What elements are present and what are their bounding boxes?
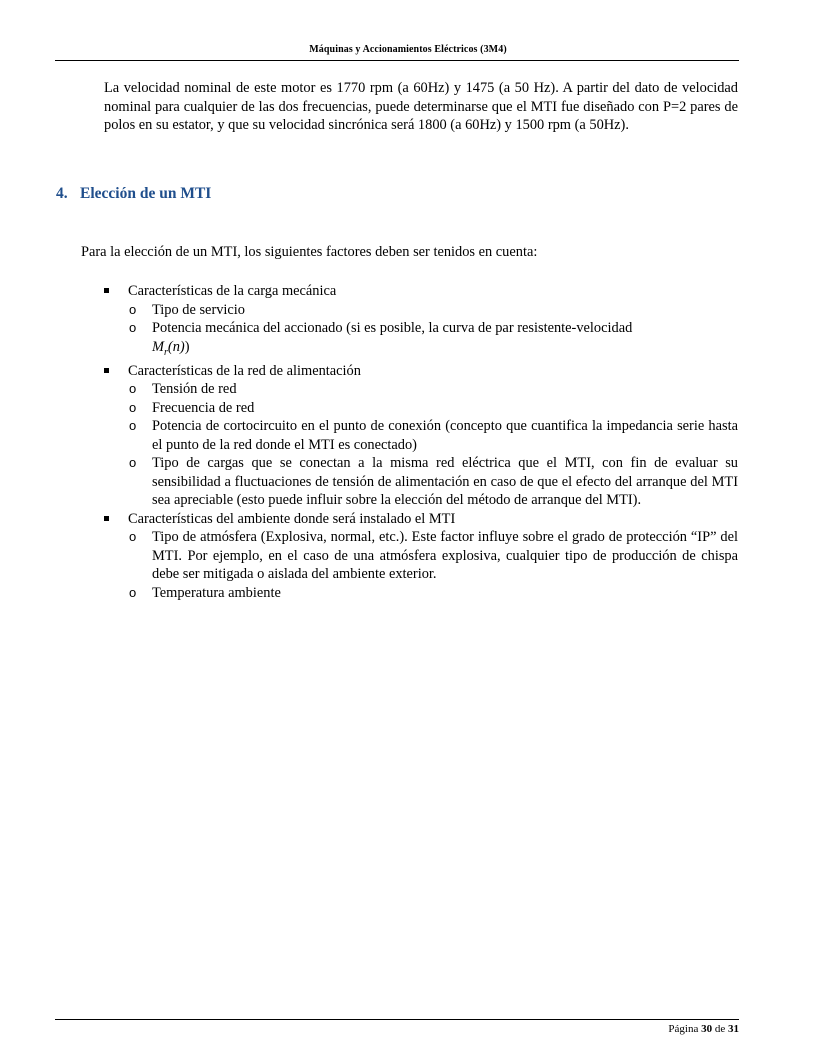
page-footer bbox=[668, 1023, 739, 1035]
sub-item-text: Potencia mecánica del accionado (si es posible, la curva de par resistente-velocidad bbox=[152, 320, 633, 336]
sub-item-text: Tipo de cargas que se conectan a la misma red eléctrica que el MTI, con fin de evaluar su sensibilidad a fluctuaciones de tensión de alimentación en caso de que el efecto del arranque del MTI sea apreciable (esto puede influir sobre la elección del método de arranque del MTI). bbox=[152, 455, 738, 509]
intro-paragraph: La velocidad nominal de este motor es 1770 rpm (a 60Hz) y 1475 (a 50 Hz). A partir del dato de velocidad nominal para cualquier de las dos frecuencias, puede determinarse que el MTI fue diseñado con P=2 pares de polos en su estator, y que su velocidad sincrónica será 1800 (a 60Hz) y 1500 rpm (a 50Hz). bbox=[104, 80, 738, 133]
sub-list-item bbox=[104, 584, 738, 603]
circle-bullet-icon: o bbox=[129, 399, 137, 415]
formula-mr-n bbox=[152, 338, 185, 358]
sub-item-text: Tipo de servicio bbox=[152, 301, 246, 318]
sub-list bbox=[104, 301, 738, 362]
factor-list bbox=[104, 282, 738, 602]
list-item bbox=[104, 282, 738, 301]
list-item bbox=[104, 362, 738, 381]
sub-list-item bbox=[104, 399, 738, 418]
page-word: Página bbox=[668, 1023, 699, 1035]
formula-argument: (n) bbox=[167, 338, 185, 355]
square-bullet-icon bbox=[104, 288, 109, 293]
list-item bbox=[104, 510, 738, 529]
section-title: Elección de un MTI bbox=[80, 185, 212, 202]
sub-list bbox=[104, 380, 738, 510]
of-word: de bbox=[714, 1023, 726, 1035]
section-number: 4. bbox=[56, 185, 68, 202]
formula-base: M bbox=[152, 338, 164, 355]
circle-bullet-icon: o bbox=[129, 301, 137, 317]
formula-close: ) bbox=[184, 338, 190, 355]
circle-bullet-icon: o bbox=[129, 529, 137, 545]
footer-divider bbox=[55, 1019, 739, 1020]
circle-bullet-icon: o bbox=[129, 455, 137, 471]
page-header-title: Máquinas y Accionamientos Eléctricos (3M4) bbox=[309, 44, 507, 55]
sub-item-text: Potencia de cortocircuito en el punto de conexión (concepto que cuantifica la impedancia serie hasta el punto de la red donde el MTI es conectado) bbox=[152, 418, 738, 453]
sub-list-item bbox=[104, 454, 738, 510]
formula-subscript: r bbox=[164, 346, 168, 358]
circle-bullet-icon: o bbox=[129, 381, 137, 397]
section-lead: Para la elección de un MTI, los siguientes factores deben ser tenidos en cuenta: bbox=[81, 244, 538, 260]
circle-bullet-icon: o bbox=[129, 320, 137, 335]
sub-list-item bbox=[104, 301, 738, 320]
sub-item-text: Tipo de atmósfera (Explosiva, normal, etc.). Este factor influye sobre el grado de protección “IP” del MTI. Por ejemplo, en el caso de una atmósfera explosiva, cualquier tipo de producción de chispa debe ser mitigada o aislada del ambiente exterior. bbox=[152, 529, 738, 583]
sub-item-text: Tensión de red bbox=[152, 381, 237, 398]
sub-list-item bbox=[104, 417, 738, 454]
bullet-label: Características de la red de alimentación bbox=[128, 362, 361, 379]
sub-item-text: Temperatura ambiente bbox=[152, 584, 281, 601]
bullet-label: Características de la carga mecánica bbox=[128, 283, 337, 299]
sub-list-item bbox=[104, 319, 738, 362]
section-heading bbox=[56, 185, 211, 203]
sub-list-item bbox=[104, 380, 738, 399]
page-total: 31 bbox=[728, 1023, 739, 1035]
circle-bullet-icon: o bbox=[129, 418, 137, 434]
page-current: 30 bbox=[701, 1023, 713, 1035]
circle-bullet-icon: o bbox=[129, 584, 137, 600]
sub-item-text: Frecuencia de red bbox=[152, 399, 255, 416]
bullet-label: Características del ambiente donde será instalado el MTI bbox=[128, 510, 456, 527]
sub-list bbox=[104, 528, 738, 602]
square-bullet-icon bbox=[104, 516, 109, 521]
square-bullet-icon bbox=[104, 368, 109, 373]
header-divider bbox=[55, 60, 739, 61]
sub-list-item bbox=[104, 528, 738, 584]
